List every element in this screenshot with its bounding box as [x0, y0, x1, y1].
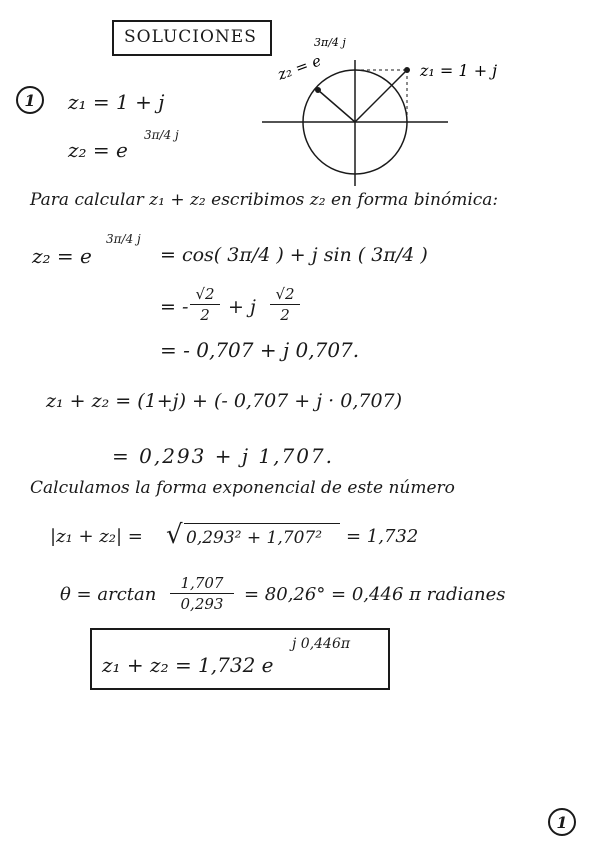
diagram-z2-exponent: 3π/4 j [314, 36, 346, 49]
z2-point [315, 87, 321, 93]
z2-expand-rhs: = cos( 3π/4 ) + j sin ( 3π/4 ) [160, 244, 428, 266]
fraction-sqrt2-over-2-b [270, 285, 300, 324]
final-result-exponent: j 0,446π [292, 636, 351, 652]
fraction-denominator: 2 [280, 306, 290, 324]
z2-line2-prefix: = - [160, 296, 189, 318]
page-number-circle [548, 808, 576, 836]
modulus-lhs: |z₁ + z₂| = [50, 526, 143, 547]
fraction-denominator: 2 [200, 306, 210, 324]
z2-vector [318, 90, 355, 122]
z2-expand-exponent: 3π/4 j [106, 232, 141, 246]
exponential-intro: Calculamos la forma exponencial de este número [30, 478, 455, 498]
z1-definition: z₁ = 1 + j [68, 90, 165, 114]
fraction-bar [190, 304, 220, 305]
binomial-intro: Para calcular z₁ + z₂ escribimos z₂ en forma binómica: [30, 190, 499, 210]
z2-definition-base: z₂ = e [68, 138, 128, 162]
theta-denominator: 0,293 [180, 595, 224, 613]
fraction-numerator: √2 [195, 285, 215, 303]
complex-plane-diagram [0, 0, 600, 200]
theta-fraction [170, 574, 234, 613]
final-result: z₁ + z₂ = 1,732 e [102, 653, 274, 677]
z2-line2-mid: + j [228, 296, 256, 318]
fraction-numerator: √2 [275, 285, 295, 303]
sum-line1: z₁ + z₂ = (1+j) + (- 0,707 + j · 0,707) [46, 390, 403, 412]
fraction-bar [270, 304, 300, 305]
z2-definition-exponent: 3π/4 j [144, 128, 179, 142]
theta-numerator: 1,707 [180, 574, 224, 592]
fraction-sqrt2-over-2-a [190, 285, 220, 324]
theta-fraction-bar [170, 593, 234, 594]
theta-lhs: θ = arctan [60, 584, 157, 605]
z2-decimal: = - 0,707 + j 0,707. [160, 338, 360, 362]
modulus-radicand: 0,293² + 1,707² [186, 528, 323, 548]
sqrt-bar [184, 523, 340, 524]
z2-expand-lhs: z₂ = e [32, 244, 92, 268]
page-title: SOLUCIONES [124, 27, 257, 47]
modulus-result: = 1,732 [346, 526, 419, 547]
diagram-z1-label: z₁ = 1 + j [420, 61, 498, 80]
sqrt-symbol: √ [166, 520, 183, 550]
z1-point [404, 67, 410, 73]
page-number: 1 [556, 812, 568, 832]
sum-line2: = 0,293 + j 1,707. [112, 444, 335, 468]
problem-number: 1 [24, 90, 36, 110]
theta-rhs: = 80,26° = 0,446 π radianes [244, 584, 506, 605]
diagram-z2-label: z₂ = e [275, 51, 324, 84]
